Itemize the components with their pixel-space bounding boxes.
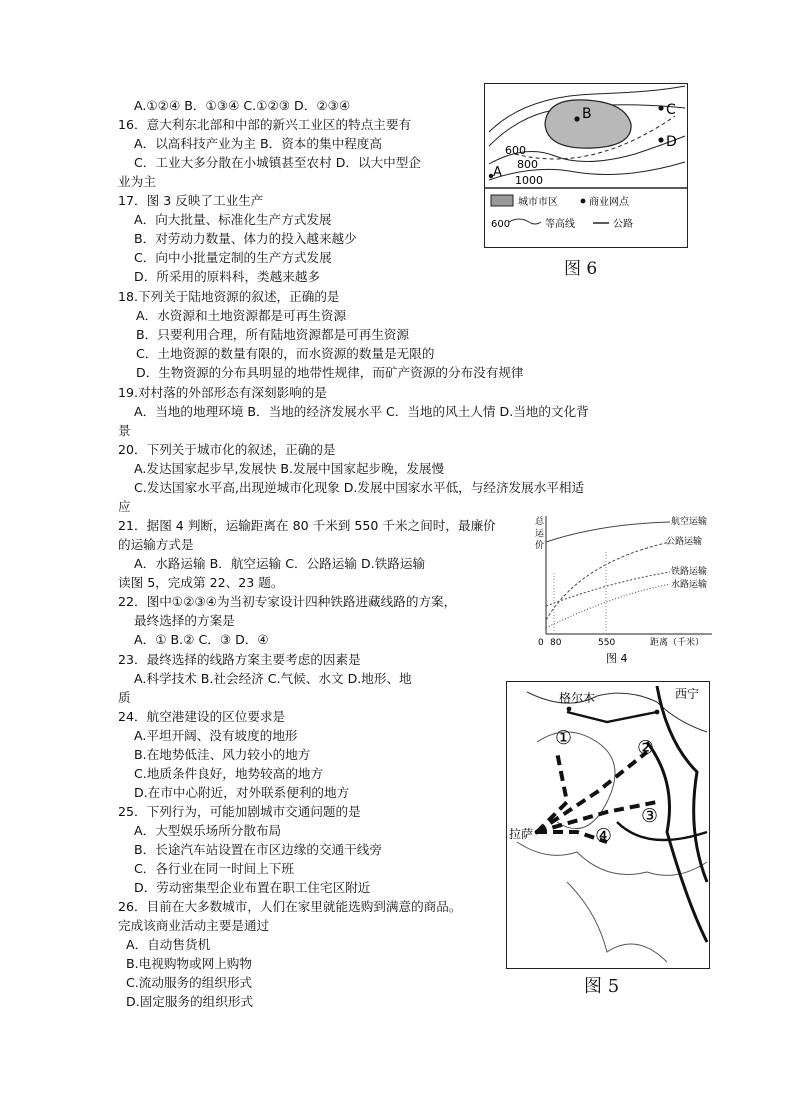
text-line: A．自动售货机 bbox=[126, 937, 211, 952]
text-line: D．所采用的原料科，类越来越多 bbox=[134, 269, 321, 284]
railway-line bbox=[657, 686, 707, 882]
figure-5 bbox=[506, 681, 710, 969]
text-line: C.发达国家水平高,出现逆城市化现象 D.发展中国家水平低，与经济发展水平相适 bbox=[134, 480, 585, 495]
text-line: 20．下列关于城市化的叙述，正确的是 bbox=[118, 442, 336, 457]
text-line: 应 bbox=[118, 499, 131, 514]
fig4-ylabel-3: 价 bbox=[535, 541, 545, 551]
route-label-1: ① bbox=[555, 727, 573, 749]
text-line: 17．图 3 反映了工业生产 bbox=[118, 193, 264, 208]
series-label-air: 航空运输 bbox=[671, 517, 708, 527]
text-line: D．劳动密集型企业布置在职工住宅区附近 bbox=[134, 880, 371, 895]
text-line: C.地质条件良好，地势较高的地方 bbox=[134, 766, 324, 781]
text-line: A.科学技术 B.社会经济 C.气候、水文 D.地形、地 bbox=[134, 671, 412, 686]
golmud-dot bbox=[567, 707, 572, 712]
legend-contour-num: 600 bbox=[491, 219, 511, 230]
text-line: 质 bbox=[118, 690, 131, 705]
text-line: C.流动服务的组织形式 bbox=[126, 975, 253, 990]
text-line: A．水资源和土地资源都是可再生资源 bbox=[136, 308, 347, 323]
text-line: D.在市中心附近，对外联系便利的地方 bbox=[134, 785, 350, 800]
text-line: A．以高科技产业为主 B．资本的集中程度高 bbox=[134, 136, 382, 151]
label-a: A bbox=[493, 165, 502, 180]
contour-label-1000: 1000 bbox=[515, 174, 543, 187]
legend-contour-label: 等高线 bbox=[545, 219, 575, 230]
contour-label-600: 600 bbox=[505, 144, 526, 157]
fig4-ylabel-1: 总 bbox=[535, 517, 545, 527]
text-line: C．各行业在同一时间上下班 bbox=[134, 861, 294, 876]
shop-point-b bbox=[574, 116, 579, 121]
text-line: 23．最终选择的线路方案主要考虑的因素是 bbox=[118, 652, 361, 667]
text-line: 16．意大利东北部和中部的新兴工业区的特点主要有 bbox=[118, 117, 412, 132]
text-line: 26．目前在大多数城市，人们在家里就能选购到满意的商品。 bbox=[118, 899, 462, 914]
figure-6-caption: 图 6 bbox=[564, 259, 598, 279]
figure-6 bbox=[484, 83, 688, 248]
place-xining: 西宁 bbox=[675, 687, 700, 701]
text-line: 读图 5，完成第 22、23 题。 bbox=[118, 575, 284, 590]
text-line: A.发达国家起步早,发展快 B.发展中国家起步晚，发展慢 bbox=[134, 461, 445, 476]
legend-contour-line bbox=[509, 219, 541, 224]
figure-4 bbox=[530, 512, 716, 664]
legend-city-swatch bbox=[491, 195, 513, 206]
text-line: B.电视购物或网上购物 bbox=[126, 956, 252, 971]
text-line: 19.对村落的外部形态有深刻影响的是 bbox=[118, 385, 327, 400]
text-line: C．工业大多分散在小城镇甚至农村 D．以大中型企 bbox=[134, 155, 421, 170]
text-line: 的运输方式是 bbox=[118, 537, 194, 552]
text-line: A.①②④ B．①③④ C.①②③ D．②③④ bbox=[134, 98, 351, 113]
shop-point-c bbox=[658, 105, 663, 110]
boundary-line bbox=[567, 882, 667, 962]
text-line: 完成该商业活动主要是通过 bbox=[118, 918, 270, 933]
text-line: A.平坦开阔、没有坡度的地形 bbox=[134, 728, 298, 743]
legend-city-label: 城市市区 bbox=[518, 197, 558, 208]
text-line: C．向中小批量定制的生产方式发展 bbox=[134, 250, 332, 265]
text-line: 18.下列关于陆地资源的叙述，正确的是 bbox=[118, 289, 340, 304]
series-rail-line bbox=[546, 572, 670, 606]
text-line: 景 bbox=[118, 423, 131, 438]
text-line: A．① B.② C．③ D．④ bbox=[134, 632, 269, 647]
label-d: D bbox=[666, 134, 677, 150]
place-golmud: 格尔木 bbox=[559, 691, 596, 705]
series-label-road: 公路运输 bbox=[666, 537, 703, 547]
fig4-ylabel-2: 运 bbox=[535, 529, 545, 539]
route-label-4: ④ bbox=[595, 825, 613, 847]
series-label-rail: 铁路运输 bbox=[671, 567, 708, 577]
shop-point-d bbox=[658, 137, 663, 142]
route-label-2: ② bbox=[637, 737, 655, 759]
tick-80: 80 bbox=[550, 638, 562, 648]
legend-shop-label: 商业网点 bbox=[589, 197, 629, 208]
legend-shop-dot bbox=[581, 199, 586, 204]
contour-label-800: 800 bbox=[517, 158, 538, 171]
text-line: 业为主 bbox=[118, 174, 156, 189]
tick-0: 0 bbox=[538, 638, 544, 648]
text-line: 22．图中①②③④为当初专家设计四种铁路进藏线路的方案， bbox=[118, 594, 457, 609]
text-line: D．生物资源的分布具明显的地带性规律，而矿产资源的分布没有规律 bbox=[136, 365, 524, 380]
route-2-line bbox=[537, 752, 647, 832]
text-line: A．水路运输 B．航空运输 C．公路运输 D.铁路运输 bbox=[134, 556, 426, 571]
text-line: B．长途汽车站设置在市区边缘的交通干线旁 bbox=[134, 842, 382, 857]
fig4-xlabel: 距离（千米） bbox=[650, 638, 705, 648]
series-label-water: 水路运输 bbox=[671, 580, 708, 590]
railway-line bbox=[567, 712, 657, 722]
label-c: C bbox=[666, 102, 676, 118]
text-line: 25．下列行为，可能加剧城市交通问题的是 bbox=[118, 804, 361, 819]
place-lhasa: 拉萨 bbox=[509, 827, 534, 841]
text-line: 最终选择的方案是 bbox=[134, 613, 235, 628]
xining-dot bbox=[655, 710, 660, 715]
text-line: A．当地的地理环境 B．当地的经济发展水平 C．当地的风土人情 D.当地的文化背 bbox=[134, 404, 589, 419]
text-line: D.固定服务的组织形式 bbox=[126, 994, 254, 1009]
figure-4-caption: 图 4 bbox=[606, 652, 628, 664]
text-line: A．向大批量、标准化生产方式发展 bbox=[134, 212, 332, 227]
text-line: 21．据图 4 判断，运输距离在 80 千米到 550 千米之间时，最廉价 bbox=[118, 518, 496, 533]
tick-550: 550 bbox=[598, 638, 616, 648]
legend-road-label: 公路 bbox=[613, 219, 633, 230]
series-air-line bbox=[546, 522, 670, 542]
lhasa-dot bbox=[535, 830, 540, 835]
series-road-line bbox=[546, 542, 670, 620]
text-line: B．对劳动力数量、体力的投入越来越少 bbox=[134, 231, 357, 246]
text-line: 24．航空港建设的区位要求是 bbox=[118, 709, 286, 724]
text-line: C．土地资源的数量有限的，而水资源的数量是无限的 bbox=[136, 346, 435, 361]
route-label-3: ③ bbox=[641, 805, 659, 827]
text-line: B.在地势低洼、风力较小的地方 bbox=[134, 747, 311, 762]
text-line: A．大型娱乐场所分散布局 bbox=[134, 823, 282, 838]
text-line: B．只要利用合理，所有陆地资源都是可再生资源 bbox=[136, 327, 410, 342]
label-b: B bbox=[582, 106, 592, 122]
figure-5-caption: 图 5 bbox=[584, 976, 620, 997]
series-water-line bbox=[546, 584, 670, 628]
